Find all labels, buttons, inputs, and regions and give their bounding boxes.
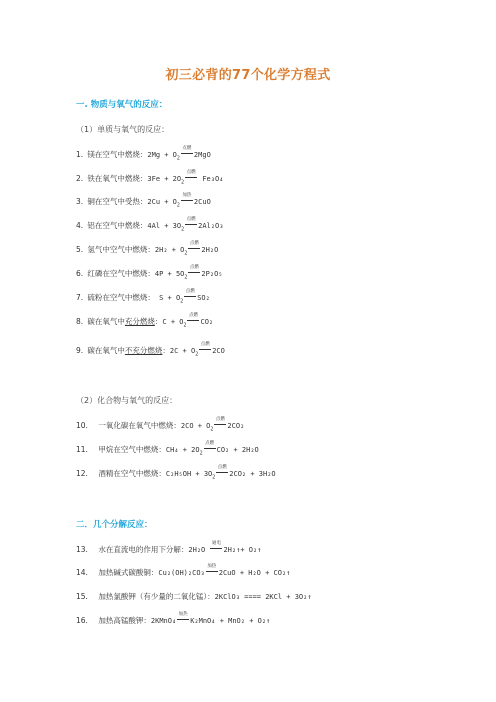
- equation-number: 10.: [76, 421, 88, 430]
- equation-label: 酒精在空气中燃烧：: [98, 469, 166, 478]
- equation-label: 加热高锰酸钾：: [98, 616, 151, 625]
- reaction-condition: 加热: [205, 569, 219, 577]
- equation-line: [76, 289, 210, 305]
- section-heading-decomposition: 二．几个分解反应：: [76, 520, 153, 530]
- chemical-equation: $2CO + O_2$ 点燃 2CO₂: [180, 417, 245, 433]
- reaction-condition: 点燃: [213, 422, 227, 430]
- chemical-equation: $2H_2 + O_2$ 点燃 2H₂O: [154, 241, 219, 257]
- equation-number: 2.: [76, 174, 84, 183]
- chemical-equation: $C + O_2$ 点燃 CO₂: [162, 313, 214, 329]
- chemical-equation: $2Cu + O_2$ 加热 2CuO: [147, 193, 211, 209]
- reaction-condition: 点燃: [184, 175, 198, 183]
- equation-label-underlined: 充分燃烧: [124, 317, 155, 326]
- equation-number: 16.: [76, 616, 88, 625]
- equation-number: 1.: [76, 150, 84, 159]
- chemical-equation: Cu₂(OH)₂CO₃ 加热 2CuO + H₂O + CO₂↑: [158, 564, 291, 577]
- chemical-equation: $3Fe + 2O_2$ 点燃 Fe₃O₄: [147, 170, 224, 186]
- equation-number: 7.: [76, 293, 84, 302]
- reaction-condition: 点燃: [187, 246, 201, 254]
- equation-number: 8.: [76, 317, 84, 326]
- equation-line: [76, 417, 245, 433]
- reaction-condition: 点燃: [184, 222, 198, 230]
- section-heading-oxygen-reactions: 一. 物质与氧气的反应：: [76, 100, 168, 110]
- equation-line: [76, 465, 276, 481]
- equation-line: [76, 541, 262, 555]
- equation-line: [76, 241, 219, 257]
- reaction-condition: 通电: [209, 546, 223, 554]
- equation-number: 9.: [76, 346, 84, 355]
- reaction-condition: 点燃: [183, 294, 197, 302]
- equation-label: 水在直流电的作用下分解：: [98, 545, 189, 554]
- reaction-condition: 点燃: [186, 318, 200, 326]
- chemical-equation: $S + O_2$ 点燃 SO₂: [154, 289, 210, 305]
- page-title: 初三必背的77个化学方程式: [165, 68, 331, 83]
- equation-line: [76, 193, 211, 209]
- reaction-condition: 加热: [180, 198, 194, 206]
- chemical-equation: $4P + 5O_2$ 点燃 2P₂O₅: [154, 265, 223, 281]
- equation-label: 铁在氧气中燃烧：: [87, 174, 148, 183]
- subsection-compounds: （2）化合物与氧气的反应：: [76, 396, 178, 405]
- equation-number: 13.: [76, 545, 88, 554]
- equation-number: 12.: [76, 469, 88, 478]
- reaction-condition: 点燃: [198, 347, 212, 355]
- equation-line: [76, 612, 271, 626]
- equation-line: [76, 313, 214, 329]
- reaction-condition: 点燃: [203, 446, 217, 454]
- equation-line: [76, 441, 259, 457]
- equation-label: 碳在氧气中充分燃烧：: [87, 317, 163, 326]
- equation-label: 一氧化碳在氧气中燃烧：: [98, 421, 181, 430]
- chemical-equation: 2KMnO₄ 加热 K₂MnO₄ + MnO₂ + O₂↑: [150, 612, 271, 625]
- chemical-equation: 2H₂O 通电 2H₂↑+ O₂↑: [188, 541, 262, 554]
- chemical-equation: $2C + O_2$ 点燃 2CO: [169, 342, 225, 358]
- equation-number: 3.: [76, 197, 84, 206]
- equation-line: [76, 342, 225, 358]
- reaction-condition: 点燃: [187, 270, 201, 278]
- equation-label: 铜在空气中受热：: [87, 197, 148, 206]
- equation-number: 6.: [76, 269, 84, 278]
- equation-label: 加热氯酸钾（有少量的二氧化锰）：: [98, 592, 215, 601]
- equation-number: 4.: [76, 221, 84, 230]
- equation-line: [76, 564, 291, 578]
- equation-number: 11.: [76, 445, 88, 454]
- equation-line: [76, 591, 312, 602]
- equation-label-underlined: 不充分燃烧: [124, 346, 163, 355]
- equation-label: 氢气中空气中燃烧：: [87, 245, 155, 254]
- equation-label: 加热碱式碳酸铜：: [98, 568, 159, 577]
- equation-line: [76, 170, 224, 186]
- equation-line: [76, 146, 211, 162]
- subsection-elements: （1）单质与氧气的反应：: [76, 125, 170, 134]
- equation-label: 红磷在空气中燃烧：: [87, 269, 155, 278]
- equation-line: [76, 217, 224, 233]
- equation-label: 甲烷在空气中燃烧：: [98, 445, 166, 454]
- chemical-equation: $2Mg + O_2$ 点燃 2MgO: [147, 146, 211, 162]
- equation-label: 碳在氧气中不充分燃烧：: [87, 346, 170, 355]
- chemical-equation: $CH_4 + 2O_2$ 点燃 CO₂ + 2H₂O: [165, 441, 259, 457]
- chemical-equation: 2KClO₃ ==== 2KCl + 3O₂↑: [214, 593, 312, 601]
- equation-label: 铝在空气中燃烧：: [87, 221, 148, 230]
- equation-number: 5.: [76, 245, 84, 254]
- equation-line: [76, 265, 223, 281]
- equation-number: 14.: [76, 568, 88, 577]
- equation-number: 15.: [76, 592, 88, 601]
- reaction-condition: 点燃: [180, 151, 194, 159]
- chemical-equation: $4Al + 3O_2$ 点燃 2Al₂O₃: [147, 217, 224, 233]
- equation-label: 镁在空气中燃烧：: [87, 150, 148, 159]
- chemical-equation: $C_2H_5OH + 3O_2$ 点燃 2CO₂ + 3H₂O: [165, 465, 276, 481]
- equation-label: 硫粉在空气中燃烧：: [87, 293, 155, 302]
- reaction-condition: 加热: [176, 617, 190, 625]
- reaction-condition: 点燃: [215, 470, 229, 478]
